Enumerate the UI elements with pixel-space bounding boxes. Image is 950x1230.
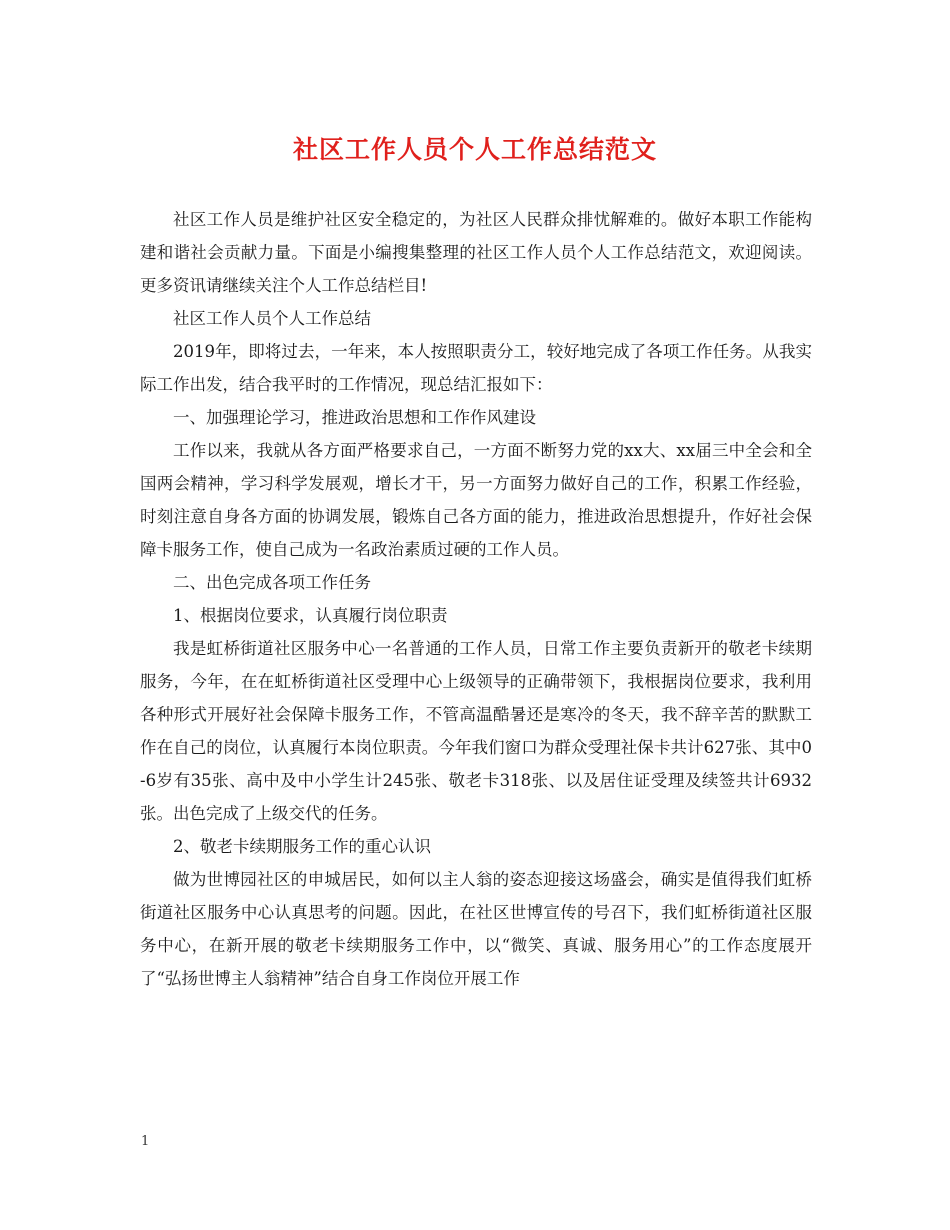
intro-paragraph: 社区工作人员是维护社区安全稳定的，为社区人民群众排忧解难的。做好本职工作能构建和谐社会贡献力量。下面是小编搜集整理的社区工作人员个人工作总结范文，欢迎阅读。更多资讯请继续关注个人工作总结栏目! [140, 210, 812, 295]
body-paragraph: 2019年，即将过去，一年来，本人按照职责分工，较好地完成了各项工作任务。从我实际工作出发，结合我平时的工作情况，现总结汇报如下： [140, 342, 812, 394]
section-heading: 二、出色完成各项工作任务 [173, 573, 371, 592]
subsection-heading: 2、敬老卡续期服务工作的重心认识 [173, 837, 431, 856]
body-paragraph: 我是虹桥街道社区服务中心一名普通的工作人员，日常工作主要负责新开的敬老卡续期服务，今年，在在虹桥街道社区受理中心上级领导的正确带领下，我根据岗位要求，我利用各种形式开展好社会保障卡服务工作，不管高温酷暑还是寒冷的冬天，我不辞辛苦的默默工作在自己的岗位，认真履行本岗位职责。今年我们窗口为群众受理社保卡共计627张、其中0-6岁有35张、高中及中小学生计245张、敬老卡318张、以及居住证受理及续签共计6932张。出色完成了上级交代的任务。 [140, 639, 812, 823]
document-body [140, 203, 812, 995]
section-heading: 一、加强理论学习，推进政治思想和工作作风建设 [173, 408, 536, 427]
section-heading: 社区工作人员个人工作总结 [173, 309, 371, 328]
document-title: 社区工作人员个人工作总结范文 [292, 135, 657, 164]
body-paragraph: 做为世博园社区的申城居民，如何以主人翁的姿态迎接这场盛会，确实是值得我们虹桥街道社区服务中心认真思考的问题。因此，在社区世博宣传的号召下，我们虹桥街道社区服务中心，在新开展的敬老卡续期服务工作中，以“微笑、真诚、服务用心”的工作态度展开了“弘扬世博主人翁精神”结合自身工作岗位开展工作 [140, 870, 812, 988]
subsection-heading: 1、根据岗位要求，认真履行岗位职责 [173, 606, 448, 625]
body-paragraph: 工作以来，我就从各方面严格要求自己，一方面不断努力党的xx大、xx届三中全会和全国两会精神，学习科学发展观，增长才干，另一方面努力做好自己的工作，积累工作经验，时刻注意自身各方面的协调发展，锻炼自己各方面的能力，推进政治思想提升，作好社会保障卡服务工作，使自己成为一名政治素质过硬的工作人员。 [140, 441, 812, 559]
page-number: 1 [141, 1134, 150, 1149]
